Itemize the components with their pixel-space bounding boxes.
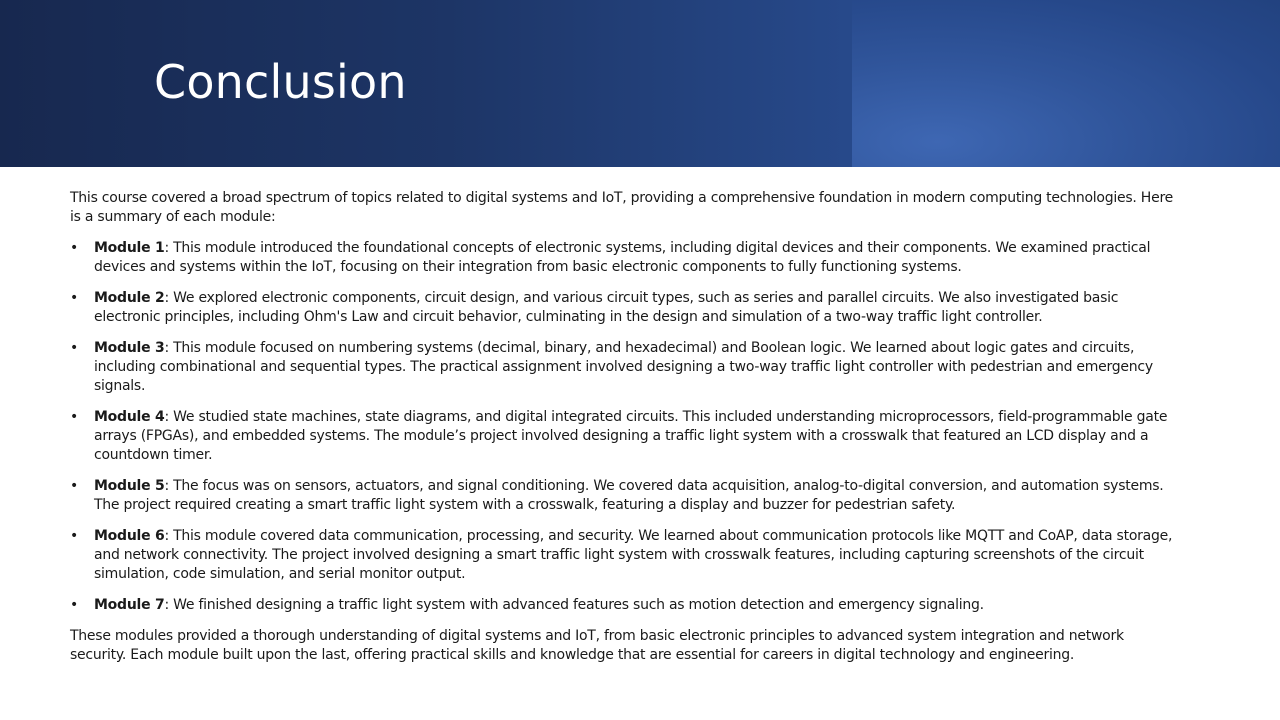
- module-5-item: [70, 477, 1180, 515]
- module-description: : This module covered data communication, processing, and security. We learned about communication protocols like MQTT and CoAP, data storage, and network connectivity. The project involved designing a smart traffic light system with crosswalk features, including capturing screenshots of the circuit simulation, code simulation, and serial monitor output.: [94, 528, 1173, 582]
- module-3-item: [70, 339, 1180, 396]
- module-name: Module 7: [94, 597, 165, 613]
- slide-title: Conclusion: [154, 55, 407, 109]
- bullet: •: [70, 528, 79, 544]
- module-description: : We finished designing a traffic light system with advanced features such as motion detection and emergency signaling.: [164, 597, 984, 613]
- bullet: •: [70, 290, 79, 306]
- module-name: Module 5: [94, 478, 165, 494]
- bullet: •: [70, 597, 79, 613]
- module-6-item: [70, 527, 1180, 584]
- slide-body: [70, 189, 1180, 665]
- module-summary-list: [70, 239, 1180, 615]
- module-description: : We studied state machines, state diagrams, and digital integrated circuits. This included understanding microprocessors, field-programmable gate arrays (FPGAs), and embedded systems. The module’s project involved designing a traffic light system with a crosswalk that featured an LCD display and a countdown timer.: [94, 409, 1168, 463]
- module-1-item: [70, 239, 1180, 277]
- module-description: : The focus was on sensors, actuators, and signal conditioning. We covered data acquisition, analog-to-digital conversion, and automation systems. The project required creating a smart traffic light system with a crosswalk, featuring a display and buzzer for pedestrian safety.: [94, 478, 1164, 513]
- module-name: Module 4: [94, 409, 165, 425]
- title-banner-accent: [852, 0, 1280, 167]
- bullet: •: [70, 240, 79, 256]
- module-4-item: [70, 408, 1180, 465]
- module-name: Module 3: [94, 340, 165, 356]
- module-name: Module 2: [94, 290, 165, 306]
- module-2-item: [70, 289, 1180, 327]
- bullet: •: [70, 340, 79, 356]
- module-description: : We explored electronic components, circuit design, and various circuit types, such as series and parallel circuits. We also investigated basic electronic principles, including Ohm's Law and circuit behavior, culminating in the design and simulation of a two-way traffic light controller.: [94, 290, 1119, 325]
- bullet: •: [70, 478, 79, 494]
- module-name: Module 1: [94, 240, 165, 256]
- module-7-item: [70, 596, 1180, 615]
- module-description: : This module focused on numbering systems (decimal, binary, and hexadecimal) and Boolean logic. We learned about logic gates and circuits, including combinational and sequential types. The practical assignment involved designing a two-way traffic light controller with pedestrian and emergency signals.: [94, 340, 1153, 394]
- bullet: •: [70, 409, 79, 425]
- title-banner: [0, 0, 1280, 167]
- module-name: Module 6: [94, 528, 165, 544]
- closing-paragraph: These modules provided a thorough understanding of digital systems and IoT, from basic electronic principles to advanced system integration and network security. Each module built upon the last, offering practical skills and knowledge that are essential for careers in digital technology and engineering.: [70, 628, 1124, 663]
- intro-paragraph: This course covered a broad spectrum of topics related to digital systems and IoT, providing a comprehensive foundation in modern computing technologies. Here is a summary of each module:: [70, 190, 1174, 225]
- module-description: : This module introduced the foundational concepts of electronic systems, including digital devices and their components. We examined practical devices and systems within the IoT, focusing on their integration from basic electronic components to fully functioning systems.: [94, 240, 1151, 275]
